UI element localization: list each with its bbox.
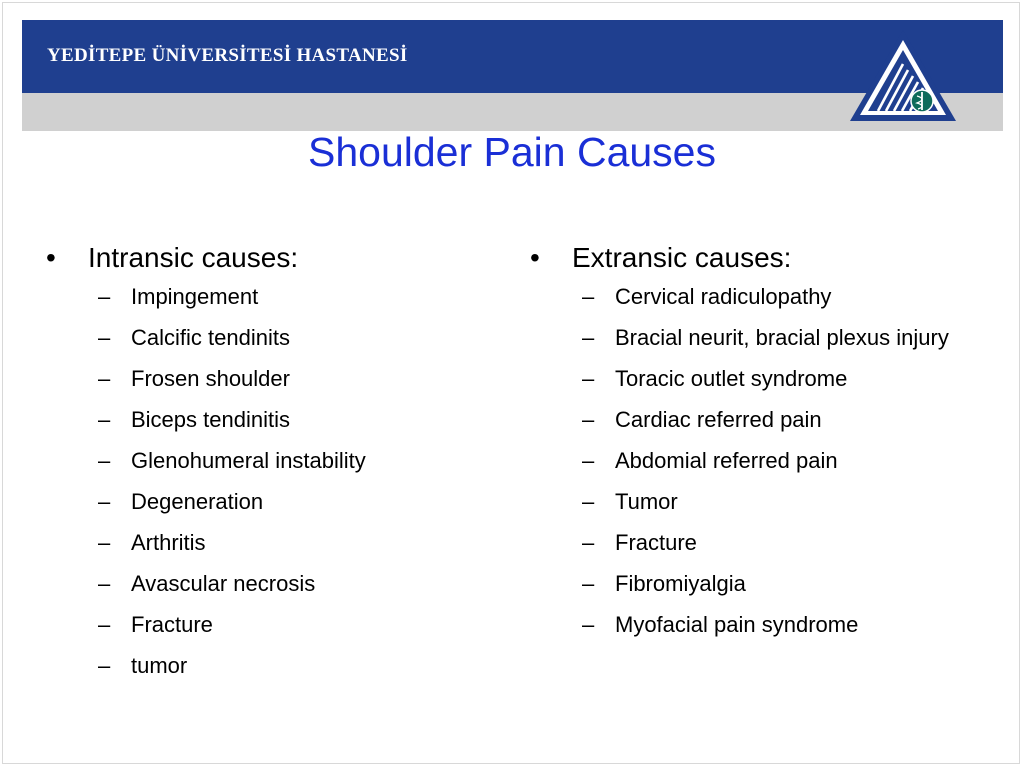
dash-icon: – [582, 325, 595, 350]
list-item [44, 444, 484, 477]
list-item-text: Impingement [131, 284, 259, 309]
extrinsic-causes-list [528, 280, 978, 641]
heading-text: Intransic causes: [88, 242, 299, 273]
list-item [528, 280, 978, 313]
dash-icon: – [582, 284, 595, 309]
list-item-text: Glenohumeral instability [131, 448, 366, 473]
list-item-text: Abdomial referred pain [615, 448, 838, 473]
list-item [528, 567, 978, 600]
list-item-text: Arthritis [131, 530, 206, 555]
list-item [528, 444, 978, 477]
intrinsic-causes-column [44, 238, 484, 690]
dash-icon: – [98, 325, 111, 350]
dash-icon: – [98, 489, 111, 514]
dash-icon: – [582, 530, 595, 555]
dash-icon: – [98, 612, 111, 637]
list-item [44, 567, 484, 600]
list-item [44, 485, 484, 518]
hospital-logo-icon [848, 26, 958, 121]
dash-icon: – [582, 612, 595, 637]
slide-title: Shoulder Pain Causes [308, 129, 716, 175]
list-item-text: Cervical radiculopathy [615, 284, 832, 309]
list-item [528, 608, 978, 641]
dash-icon: – [582, 489, 595, 514]
list-item [528, 403, 978, 436]
dash-icon: – [582, 407, 595, 432]
list-item [44, 362, 484, 395]
dash-icon: – [98, 653, 111, 678]
list-item-text: Degeneration [131, 489, 264, 514]
list-item-text: Bracial neurit, bracial plexus injury [615, 325, 949, 350]
list-item-text: Fracture [615, 530, 697, 555]
list-item-text: Frosen shoulder [131, 366, 290, 391]
list-item [528, 485, 978, 518]
extrinsic-causes-column [528, 238, 978, 649]
dash-icon: – [98, 407, 111, 432]
intrinsic-causes-list [44, 280, 484, 682]
dash-icon: – [98, 571, 111, 596]
dash-icon: – [98, 366, 111, 391]
list-item-text: tumor [131, 653, 188, 678]
list-item-text: Cardiac referred pain [615, 407, 822, 432]
heading-text: Extransic causes: [572, 242, 792, 273]
list-item-text: Fracture [131, 612, 213, 637]
extrinsic-causes-heading [528, 238, 978, 278]
dash-icon: – [98, 530, 111, 555]
bullet-icon: • [530, 242, 540, 273]
dash-icon: – [98, 448, 111, 473]
list-item-text: Myofacial pain syndrome [615, 612, 859, 637]
list-item [44, 280, 484, 313]
dash-icon: – [582, 448, 595, 473]
dash-icon: – [582, 571, 595, 596]
list-item [528, 321, 978, 354]
list-item-text: Biceps tendinitis [131, 407, 290, 432]
list-item-text: Calcific tendinits [131, 325, 290, 350]
list-item [528, 526, 978, 559]
list-item-text: Fibromiyalgia [615, 571, 746, 596]
list-item [44, 321, 484, 354]
dash-icon: – [582, 366, 595, 391]
list-item-text: Tumor [615, 489, 678, 514]
list-item-text: Toracic outlet syndrome [615, 366, 848, 391]
list-item [44, 403, 484, 436]
list-item [44, 608, 484, 641]
dash-icon: – [98, 284, 111, 309]
institution-name: YEDİTEPE ÜNİVERSİTESİ HASTANESİ [47, 45, 408, 66]
list-item [44, 526, 484, 559]
bullet-icon: • [46, 242, 56, 273]
intrinsic-causes-heading [44, 238, 484, 278]
list-item-text: Avascular necrosis [131, 571, 316, 596]
list-item [528, 362, 978, 395]
list-item [44, 649, 484, 682]
